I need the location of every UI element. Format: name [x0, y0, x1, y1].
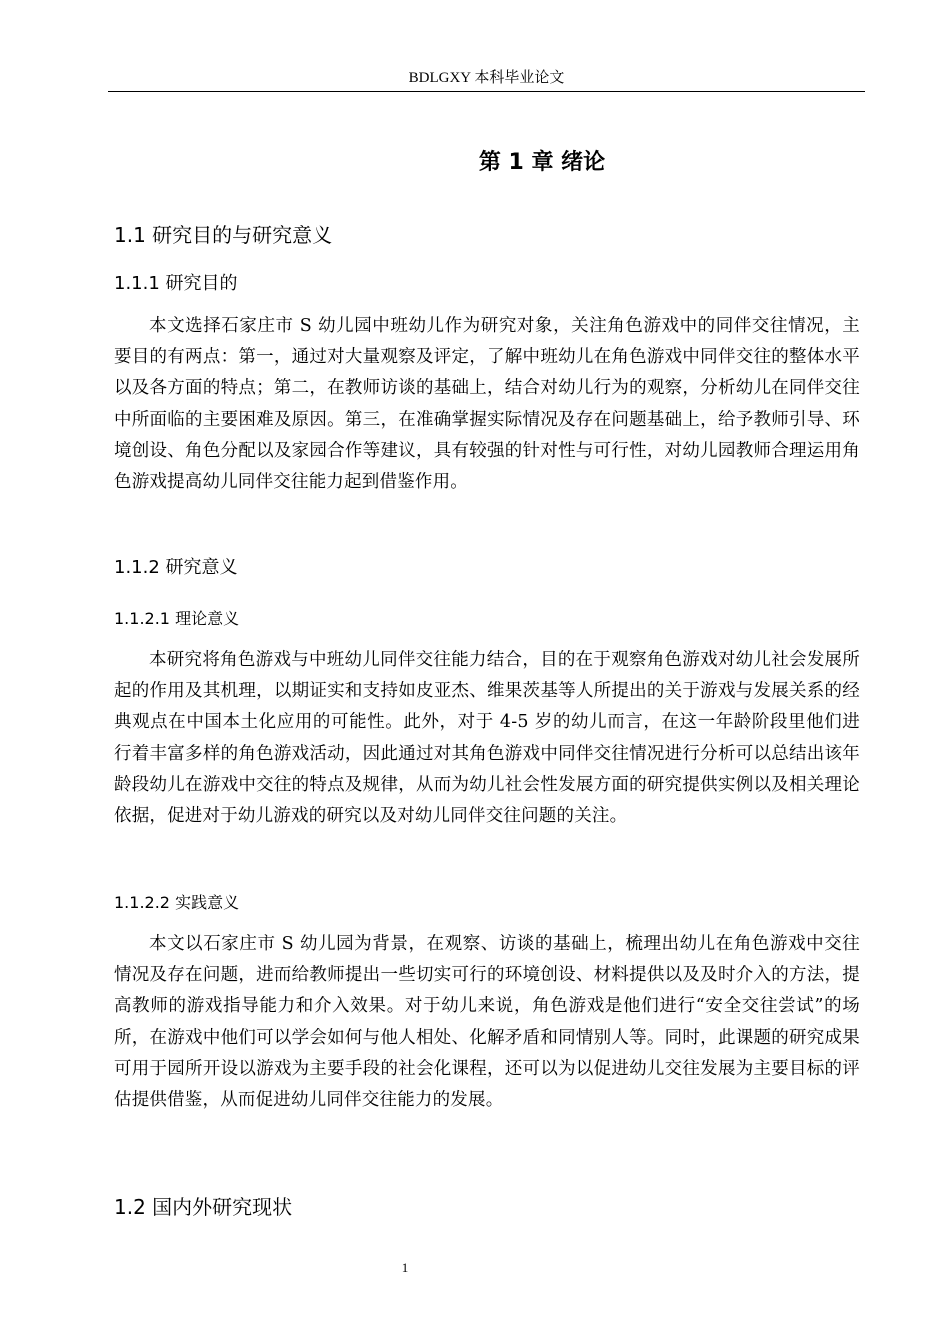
section-heading-1-1-2: 1.1.2 研究意义 [114, 557, 238, 578]
chapter-title: 第 1 章 绪论 [478, 150, 606, 175]
section-heading-1-2: 1.2 国内外研究现状 [114, 1195, 293, 1219]
paragraph-practical-significance: 本文以石家庄市 S 幼儿园为背景，在观察、访谈的基础上，梳理出幼儿在角色游戏中交往情况及存在问题，进而给教师提出一些切实可行的环境创设、材料提供以及及时介入的方法，提高教师的游戏指导能力和介入效果。对于幼儿来说，角色游戏是他们进行“安全交往尝试”的场所，在游戏中他们可以学会如何与他人相处、化解矛盾和同情别人等。同时，此课题的研究成果可用于园所开设以游戏为主要手段的社会化课程，还可以为以促进幼儿交往发展为主要目标的评估提供借鉴，从而促进幼儿同伴交往能力的发展。 [114, 934, 860, 1111]
paragraph-research-purpose: 本文选择石家庄市 S 幼儿园中班幼儿作为研究对象，关注角色游戏中的同伴交往情况，主要目的有两点：第一，通过对大量观察及评定，了解中班幼儿在角色游戏中同伴交往的整体水平以及各方面的特点；第二，在教师访谈的基础上，结合对幼儿行为的观察，分析幼儿在同伴交往中所面临的主要困难及原因。第三，在准确掌握实际情况及存在问题基础上，给予教师引导、环境创设、角色分配以及家园合作等建议，具有较强的针对性与可行性，对幼儿园教师合理运用角色游戏提高幼儿同伴交往能力起到借鉴作用。 [114, 316, 860, 493]
page-number: 1 [401, 1260, 409, 1275]
section-heading-1-1-2-1: 1.1.2.1 理论意义 [114, 609, 240, 628]
paragraph-theoretical-significance: 本研究将角色游戏与中班幼儿同伴交往能力结合，目的在于观察角色游戏对幼儿社会发展所起的作用及其机理，以期证实和支持如皮亚杰、维果茨基等人所提出的关于游戏与发展关系的经典观点在中国本土化应用的可能性。此外，对于 4-5 岁的幼儿而言，在这一年龄阶段里他们进行着丰富多样的角色游戏活动，因此通过对其角色游戏中同伴交往情况进行分析可以总结出该年龄段幼儿在游戏中交往的特点及规律，从而为幼儿社会性发展方面的研究提供实例以及相关理论依据，促进对于幼儿游戏的研究以及对幼儿同伴交往问题的关注。 [114, 650, 860, 827]
section-heading-1-1-1: 1.1.1 研究目的 [114, 273, 238, 294]
section-heading-1-1: 1.1 研究目的与研究意义 [114, 223, 333, 247]
header-divider [108, 91, 865, 92]
section-heading-1-1-2-2: 1.1.2.2 实践意义 [114, 893, 240, 912]
page-header: BDLGXY 本科毕业论文 [408, 70, 565, 86]
